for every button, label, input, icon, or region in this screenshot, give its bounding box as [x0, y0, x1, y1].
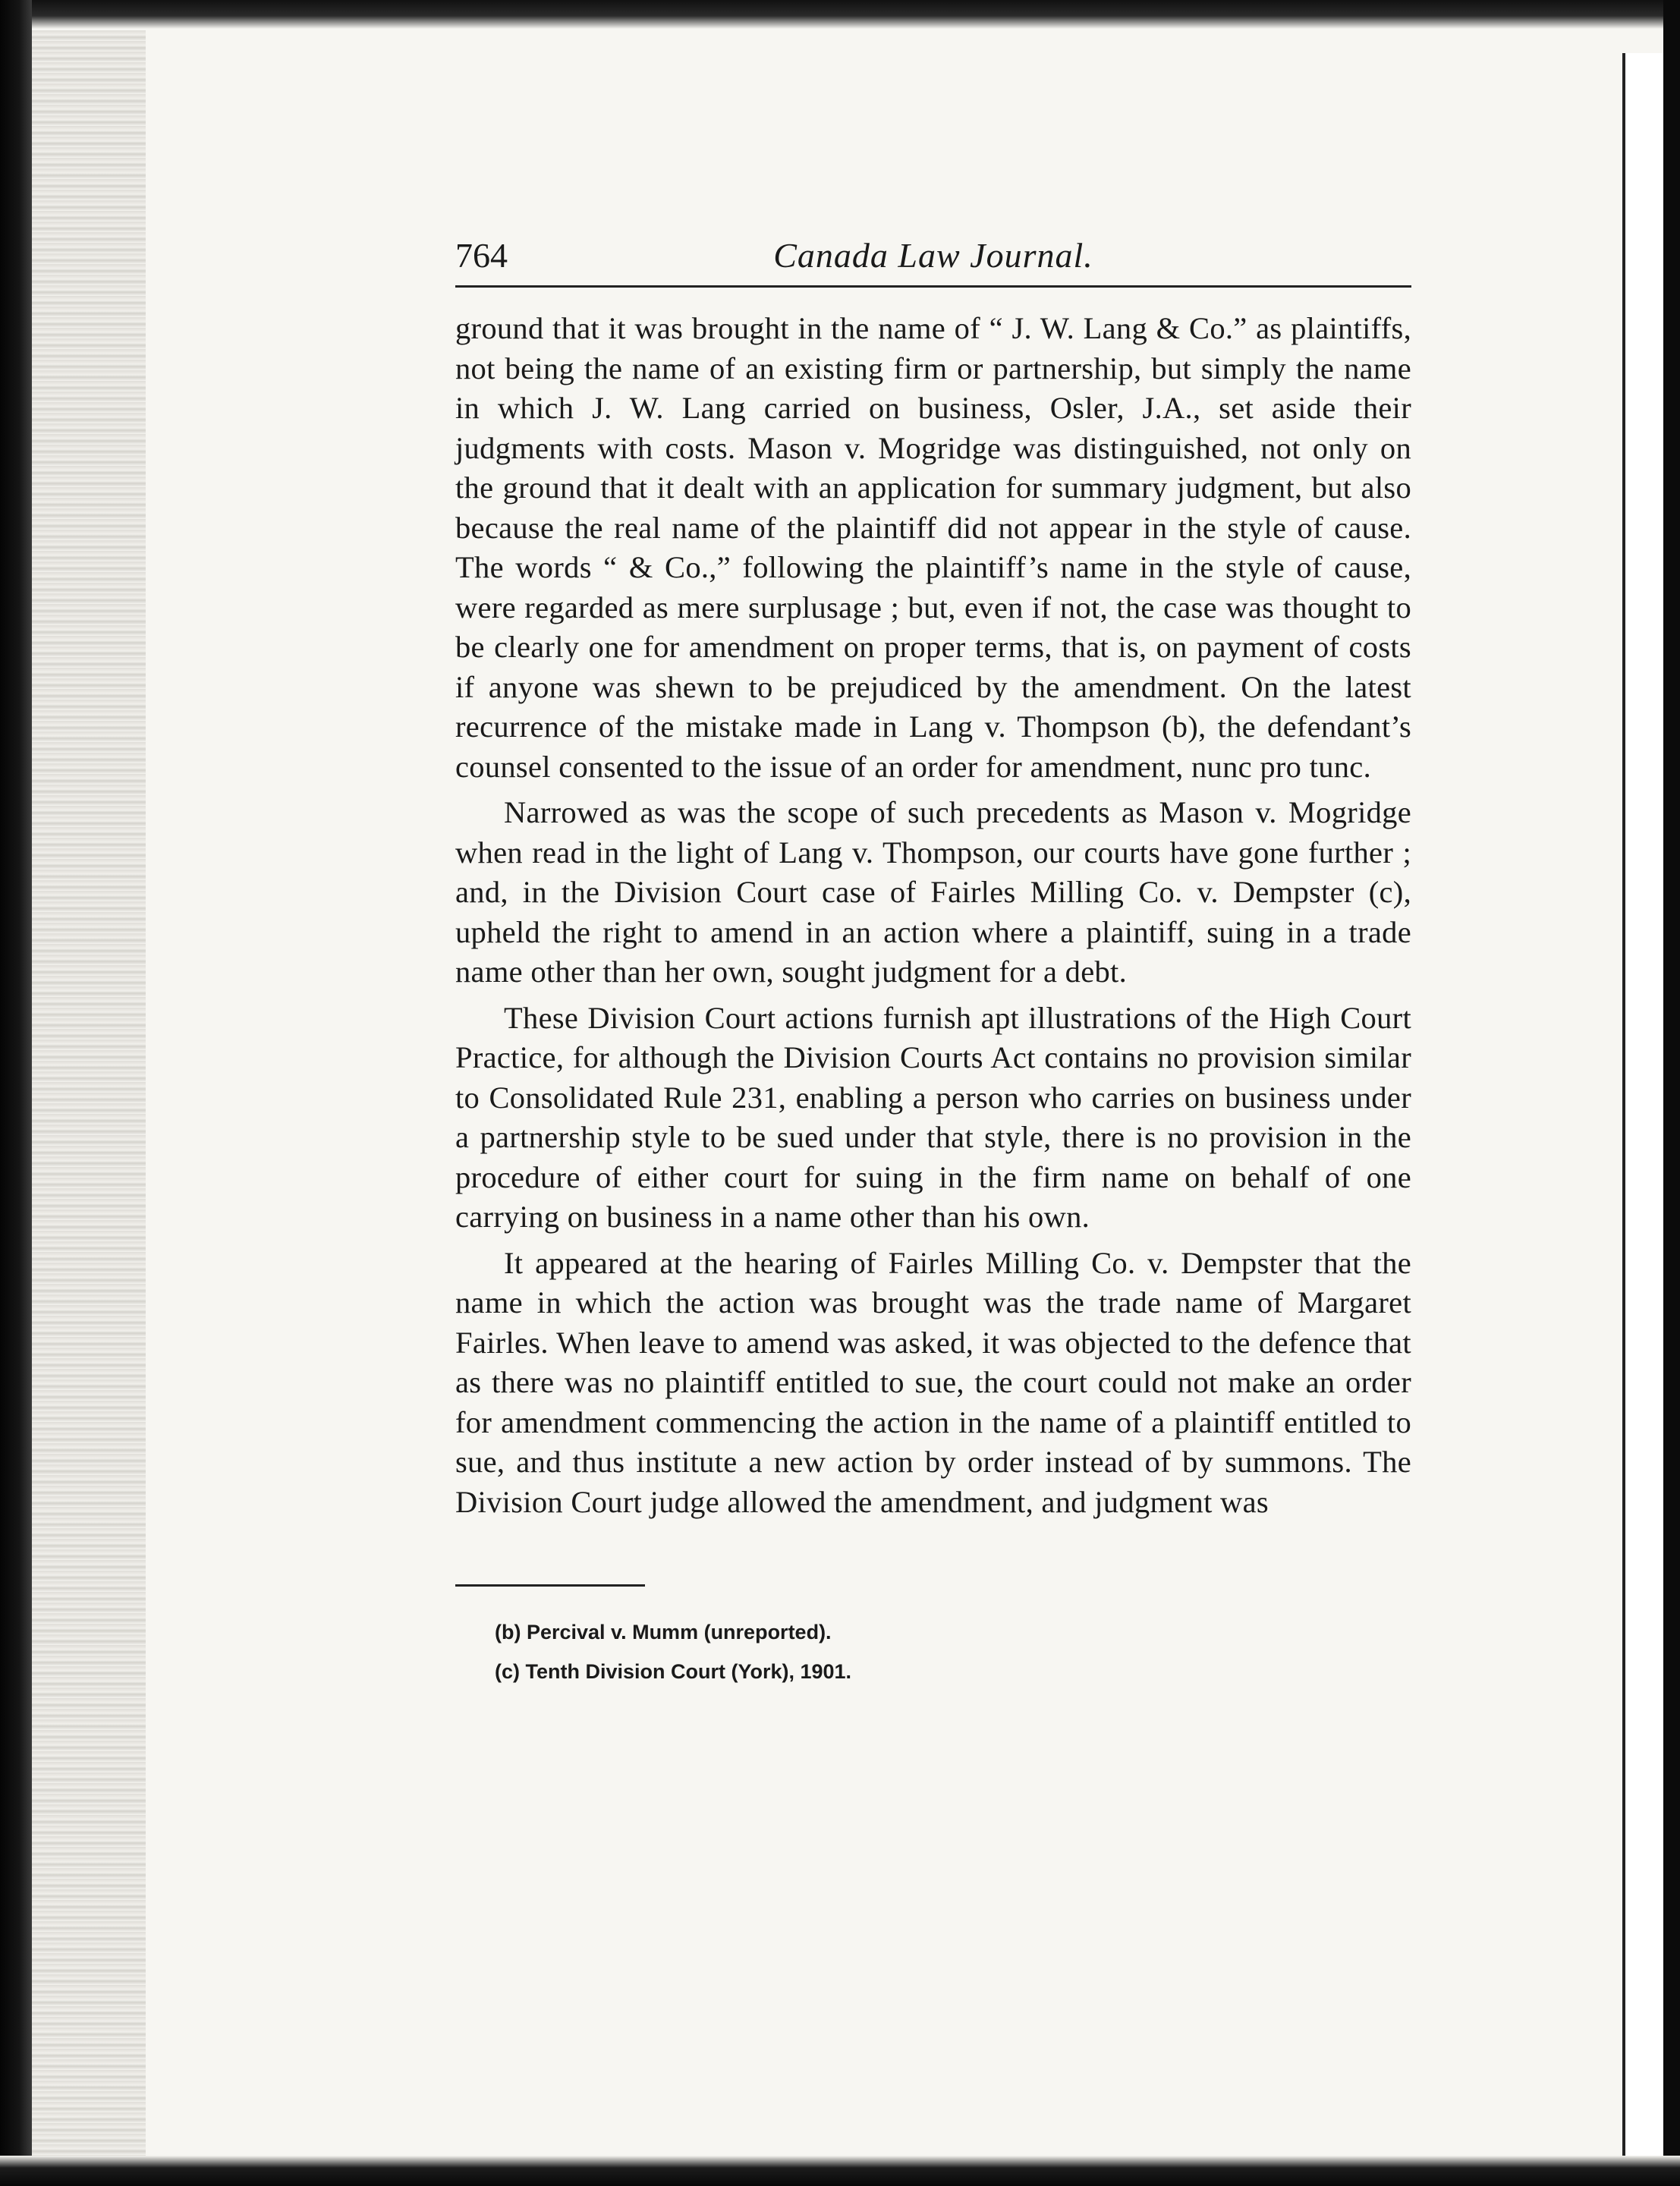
scan-adjacent-page-edge: [32, 30, 146, 2170]
paragraph: ground that it was brought in the name of “ J. W. Lang & Co.” as plaintiffs, not being the name of an existing firm or partnership, but simply the name in which J. W. Lang carried on business, Osler, J.A., set aside their judgments with costs. Mason v. Mogridge was distinguished, not only on the ground that it dealt with an application for summary judgment, but also because the real name of the plaintiff did not appear in the style of cause. The words “ & Co.,” following the plaintiff’s name in the style of cause, were regarded as mere surplusage ; but, even if not, the case was thought to be clearly one for amendment on proper terms, that is, on payment of costs if anyone was shewn to be prejudiced by the amendment. On the latest recurrence of the mistake made in Lang v. Thompson (b), the defendant’s counsel consented to the issue of an order for amendment, nunc pro tunc.: [455, 311, 1411, 784]
scan-bottom-border: [0, 2156, 1680, 2186]
footnote-divider: [455, 1584, 645, 1587]
journal-page: [455, 235, 1411, 1691]
paragraph: It appeared at the hearing of Fairles Milling Co. v. Dempster that the name in which the action was brought was the trade name of Margaret Fairles. When leave to amend was asked, it was objected to the defence that as there was no plaintiff entitled to sue, the court could not make an order for amendment commencing the action in the name of a plaintiff entitled to sue, and thus institute a new action by order instead of by summons. The Division Court judge allowed the amendment, and judgment was: [455, 1245, 1411, 1519]
scan-binding-shadow: [0, 0, 32, 2186]
page-number: 764: [455, 236, 508, 275]
footnotes: [455, 1612, 1411, 1691]
footnote-b: (b) Percival v. Mumm (unreported).: [495, 1621, 832, 1643]
running-head: [455, 235, 1411, 288]
paragraph: Narrowed as was the scope of such precedents as Mason v. Mogridge when read in the light of Lang v. Thompson, our courts have gone further ; and, in the Division Court case of Fairles Milling Co. v. Dempster (c), upheld the right to amend in an action where a plaintiff, suing in a trade name other than her own, sought judgment for a debt.: [455, 795, 1411, 989]
journal-title: Canada Law Journal.: [773, 236, 1093, 275]
article-body: [455, 309, 1411, 1522]
scan-top-border: [0, 0, 1680, 29]
scan-right-margin: [1622, 53, 1663, 2162]
footnote-c: (c) Tenth Division Court (York), 1901.: [495, 1660, 852, 1683]
scan-right-border: [1663, 0, 1680, 2186]
paragraph: These Division Court actions furnish apt illustrations of the High Court Practice, for although the Division Courts Act contains no provision similar to Consolidated Rule 231, enabling a person who carries on business under a partnership style to be sued under that style, there is no provision in the procedure of either court for suing in the firm name on behalf of one carrying on business in a name other than his own.: [455, 1000, 1411, 1234]
